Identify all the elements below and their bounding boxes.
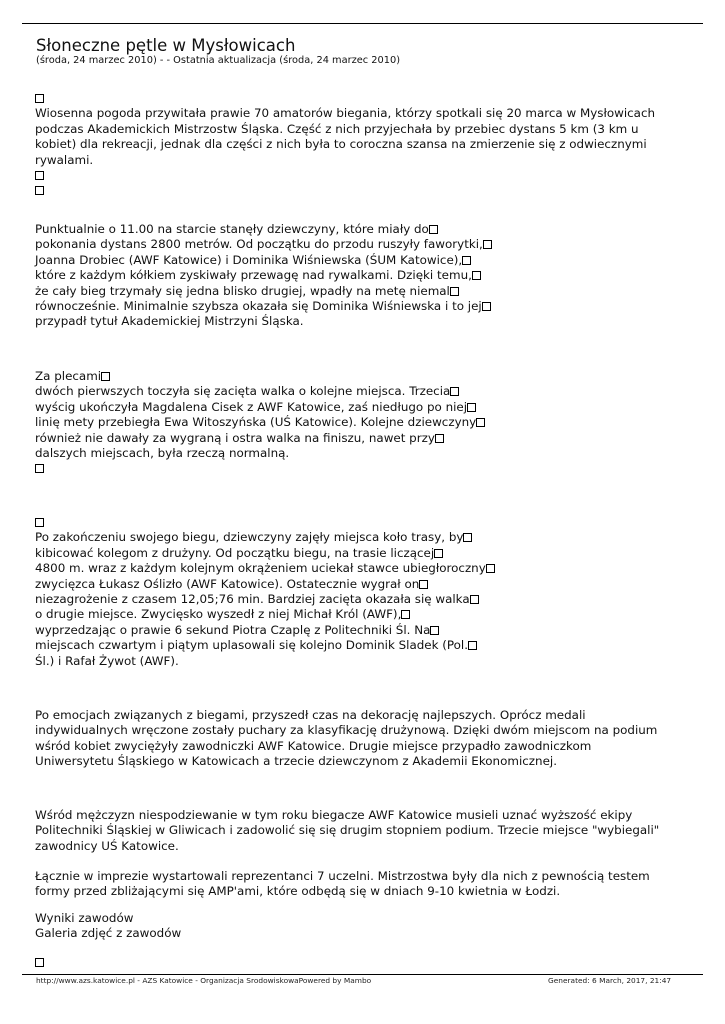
- missing-glyph-box: [35, 518, 44, 527]
- missing-glyph-box: [419, 580, 428, 589]
- text-line: dwóch pierwszych toczyła się zacięta walka o kolejne miejsca. Trzecia: [35, 384, 485, 399]
- text-line: 4800 m. wraz z każdym kolejnym okrążeniem uciekał stawce ubiegłoroczny: [35, 561, 495, 576]
- text-line: rywalami.: [35, 152, 94, 167]
- missing-glyph-box: [468, 641, 477, 650]
- text-line: o drugie miejsce. Zwycięsko wyszedł z niej Michał Król (AWF),: [35, 607, 495, 622]
- text-line: kobiet) dla rekreacji, jednak dla części z nich była to coroczna szansa na zmierzenie się z odwiecznymi: [35, 137, 647, 152]
- paragraph-awards-men: [35, 808, 659, 854]
- text-line: Po emocjach związanych z biegami, przyszedł czas na dekorację najlepszych. Oprócz medali: [35, 708, 586, 722]
- text-line: Po zakończeniu swojego biegu, dziewczyny zajęły miejsca koło trasy, by: [35, 530, 495, 545]
- text-line: podczas Akademickich Mistrzostw Śląska. Część z nich przyjechała by przebiec dystans 5 km (3 km u: [35, 121, 639, 136]
- links-section: [35, 911, 181, 942]
- text-line: wyprzedzając o prawie 6 sekund Piotra Czaplę z Politechniki Śl. Na: [35, 623, 495, 638]
- missing-glyph-box: [470, 595, 479, 604]
- text-line: że cały bieg trzymały się jedna blisko drugiej, wpadły na metę niemal: [35, 284, 492, 299]
- missing-glyph-box: [486, 564, 495, 573]
- text-line: zwycięzca Łukasz Oślizło (AWF Katowice). Ostatecznie wygrał on: [35, 577, 495, 592]
- missing-glyph-box: [450, 287, 459, 296]
- text-line: Joanna Drobiec (AWF Katowice) i Dominika Wiśniewska (ŚUM Katowice),: [35, 253, 492, 268]
- text-line: [35, 955, 44, 970]
- end-marker: [35, 955, 44, 970]
- missing-glyph-box: [482, 302, 491, 311]
- text-line: Łącznie w imprezie wystartowali reprezentanci 7 uczelni. Mistrzostwa były dla nich z pewnością testem: [35, 869, 650, 883]
- text-line: które z każdym kółkiem zyskiwały przewagę nad rywalkami. Dzięki temu,: [35, 268, 492, 283]
- text-line: wśród kobiet zwyciężyły zawodniczki AWF Katowice. Drugie miejsce przypadło zawodniczkom: [35, 738, 592, 753]
- text-line: kibicować kolegom z drużyny. Od początku biegu, na trasie liczącej: [35, 546, 495, 561]
- paragraph-women-chase: [35, 369, 485, 477]
- text-line: [35, 461, 485, 476]
- text-line: zawodnicy UŚ Katowice.: [35, 838, 179, 853]
- paragraph-women-start: [35, 222, 492, 330]
- text-line: miejscach czwartym i piątym uplasowali się kolejno Dominik Sladek (Pol.: [35, 638, 495, 653]
- missing-glyph-box: [483, 240, 492, 249]
- text-line: równocześnie. Minimalnie szybsza okazała się Dominika Wiśniewska i to jej: [35, 299, 492, 314]
- missing-glyph-box: [450, 387, 459, 396]
- text-line: dalszych miejscach, była rzeczą normalną.: [35, 445, 290, 460]
- missing-glyph-box: [463, 533, 472, 542]
- paragraph-men-race: [35, 515, 495, 669]
- text-line: formy przed zbliżającymi się AMP'ami, które odbędą się w dniach 9-10 kwietnia w Łodzi.: [35, 884, 561, 899]
- missing-glyph-box: [35, 94, 44, 103]
- text-line: Punktualnie o 11.00 na starcie stanęły dziewczyny, które miały do: [35, 222, 492, 237]
- text-line: Galeria zdjęć z zawodów: [35, 926, 182, 941]
- bottom-rule: [22, 974, 703, 975]
- text-line: Uniwersytetu Śląskiego w Katowicach a trzecie dziewczynom z Akademii Ekonomicznej.: [35, 754, 557, 769]
- text-line: Śl.) i Rafał Żywot (AWF).: [35, 653, 179, 668]
- missing-glyph-box: [35, 958, 44, 967]
- text-line: Politechniki Śląskiej w Gliwicach i zadowolić się się drugim stopniem podium. Trzecie miejsce "wybiegali": [35, 823, 660, 838]
- footer-site-info: http://www.azs.katowice.pl - AZS Katowice - Organizacja SrodowiskowaPowered by Mambo: [36, 976, 372, 985]
- missing-glyph-box: [429, 225, 438, 234]
- top-rule: [22, 23, 703, 24]
- missing-glyph-box: [101, 372, 110, 381]
- missing-glyph-box: [476, 418, 485, 427]
- missing-glyph-box: [472, 271, 481, 280]
- footer-generated-date: Generated: 6 March, 2017, 21:47: [548, 976, 672, 985]
- text-line: [35, 515, 495, 530]
- text-line: Wśród mężczyzn niespodziewanie w tym roku biegacze AWF Katowice musieli uznać wyższość ekipy: [35, 808, 633, 822]
- missing-glyph-box: [462, 256, 471, 265]
- missing-glyph-box: [434, 549, 443, 558]
- text-line: [35, 168, 655, 183]
- text-line: indywidualnych wręczone zostały puchary za klasyfikację drużynową. Dzięki dwóm miejscom na podium: [35, 723, 658, 738]
- article-title: Słoneczne pętle w Mysłowicach: [36, 36, 296, 55]
- text-line: Wyniki zawodów: [35, 911, 134, 925]
- paragraph-intro: [35, 91, 655, 199]
- missing-glyph-box: [435, 434, 444, 443]
- paragraph-awards-women: [35, 708, 657, 770]
- text-line: niezagrożenie z czasem 12,05;76 min. Bardziej zacięta okazała się walka: [35, 592, 495, 607]
- text-line: również nie dawały za wygraną i ostra walka na finiszu, nawet przy: [35, 431, 485, 446]
- text-line: Za plecami: [35, 369, 485, 384]
- missing-glyph-box: [430, 626, 439, 635]
- missing-glyph-box: [35, 171, 44, 180]
- paragraph-summary: [35, 869, 650, 900]
- missing-glyph-box: [467, 403, 476, 412]
- text-line: wyścig ukończyła Magdalena Cisek z AWF Katowice, zaś niedługo po niej: [35, 400, 485, 415]
- missing-glyph-box: [35, 186, 44, 195]
- missing-glyph-box: [35, 464, 44, 473]
- text-line: przypadł tytuł Akademickiej Mistrzyni Śląska.: [35, 314, 304, 329]
- article-dates: (środa, 24 marzec 2010) - - Ostatnia aktualizacja (środa, 24 marzec 2010): [36, 55, 401, 66]
- text-line: Wiosenna pogoda przywitała prawie 70 amatorów biegania, którzy spotkali się 20 marca w Mysłowicach: [35, 106, 656, 121]
- text-line: [35, 91, 655, 106]
- text-line: [35, 183, 655, 198]
- missing-glyph-box: [401, 610, 410, 619]
- text-line: pokonania dystans 2800 metrów. Od początku do przodu ruszyły faworytki,: [35, 237, 492, 252]
- text-line: linię mety przebiegła Ewa Witoszyńska (UŚ Katowice). Kolejne dziewczyny: [35, 415, 485, 430]
